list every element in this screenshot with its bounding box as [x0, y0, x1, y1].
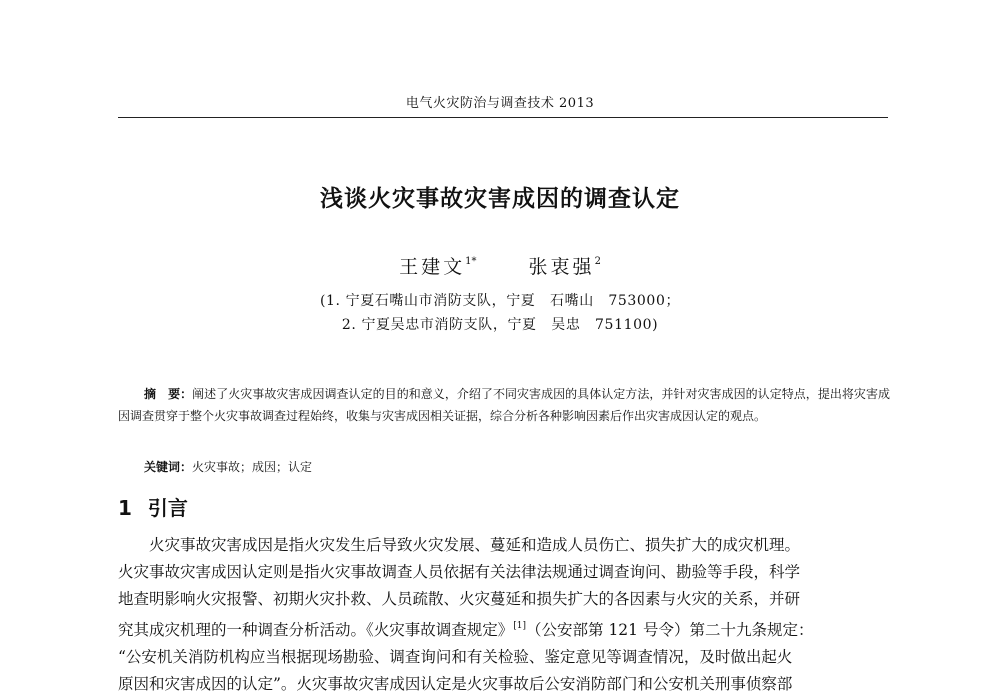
- affiliation: 2. 宁夏吴忠市消防支队，宁夏 吴忠 751100): [341, 317, 659, 333]
- body-line: 地查明影响火灾报警、初期火灾扑救、人员疏散、火灾蔓延和损失扩大的各因素与火灾的关系，并研: [118, 590, 801, 608]
- body-line: 火灾事故灾害成因是指火灾发生后导致火灾发展、蔓延和造成人员伤亡、损失扩大的成灾机理。: [149, 536, 801, 554]
- author-name: 张衷强: [528, 256, 595, 278]
- body-paragraph: [118, 532, 890, 698]
- body-line-rest: （公安部第 121 号令）第二十九条规定：: [526, 621, 814, 639]
- keywords-label: 关键词：: [144, 460, 193, 474]
- author-name: 王建文: [399, 256, 466, 278]
- citation-mark: [1]: [513, 621, 527, 631]
- keywords-text: 火灾事故；成因；认定: [192, 460, 313, 474]
- author-mark: 1*: [465, 256, 477, 267]
- abstract-text: 阐述了火灾事故灾害成因调查认定的目的和意义，介绍了不同灾害成因的具体认定方法，并针对灾害成因的认定特点，提出将灾害成因调查贯穿于整个火灾事故调查过程始终，收集与灾害成因相关证据，综合分析各种影响因素后作出灾害成因认定的观点。: [118, 387, 890, 423]
- keywords: [144, 456, 312, 478]
- body-line: 火灾事故灾害成因认定则是指火灾事故调查人员依据有关法律法规通过调查询问、勘验等手段，科学: [118, 563, 801, 581]
- running-header: 电气火灾防治与调查技术 2013: [405, 96, 595, 111]
- body-line: 原因和灾害成因的认定”。火灾事故灾害成因认定是火灾事故后公安消防部门和公安机关刑事侦察部: [118, 675, 793, 693]
- abstract: [118, 383, 890, 427]
- author-mark: 2: [594, 256, 601, 267]
- paper-title: 浅谈火灾事故灾害成因的调查认定: [320, 185, 680, 212]
- header-rule: [118, 117, 888, 118]
- author-list: [0, 252, 1000, 279]
- body-line: “公安机关消防机构应当根据现场勘验、调查询问和有关检验、鉴定意见等调查情况，及时做出起火: [118, 648, 793, 666]
- body-line-with-citation: [118, 613, 890, 644]
- affiliation: (1. 宁夏石嘴山市消防支队，宁夏 石嘴山 753000；: [319, 293, 681, 309]
- body-line: 究其成灾机理的一种调查分析活动。《火灾事故调查规定》: [118, 621, 514, 639]
- section-title: 引言: [147, 496, 188, 520]
- section-number: 1: [118, 496, 132, 520]
- section-heading: [118, 492, 188, 521]
- abstract-label: 摘 要：: [144, 387, 193, 401]
